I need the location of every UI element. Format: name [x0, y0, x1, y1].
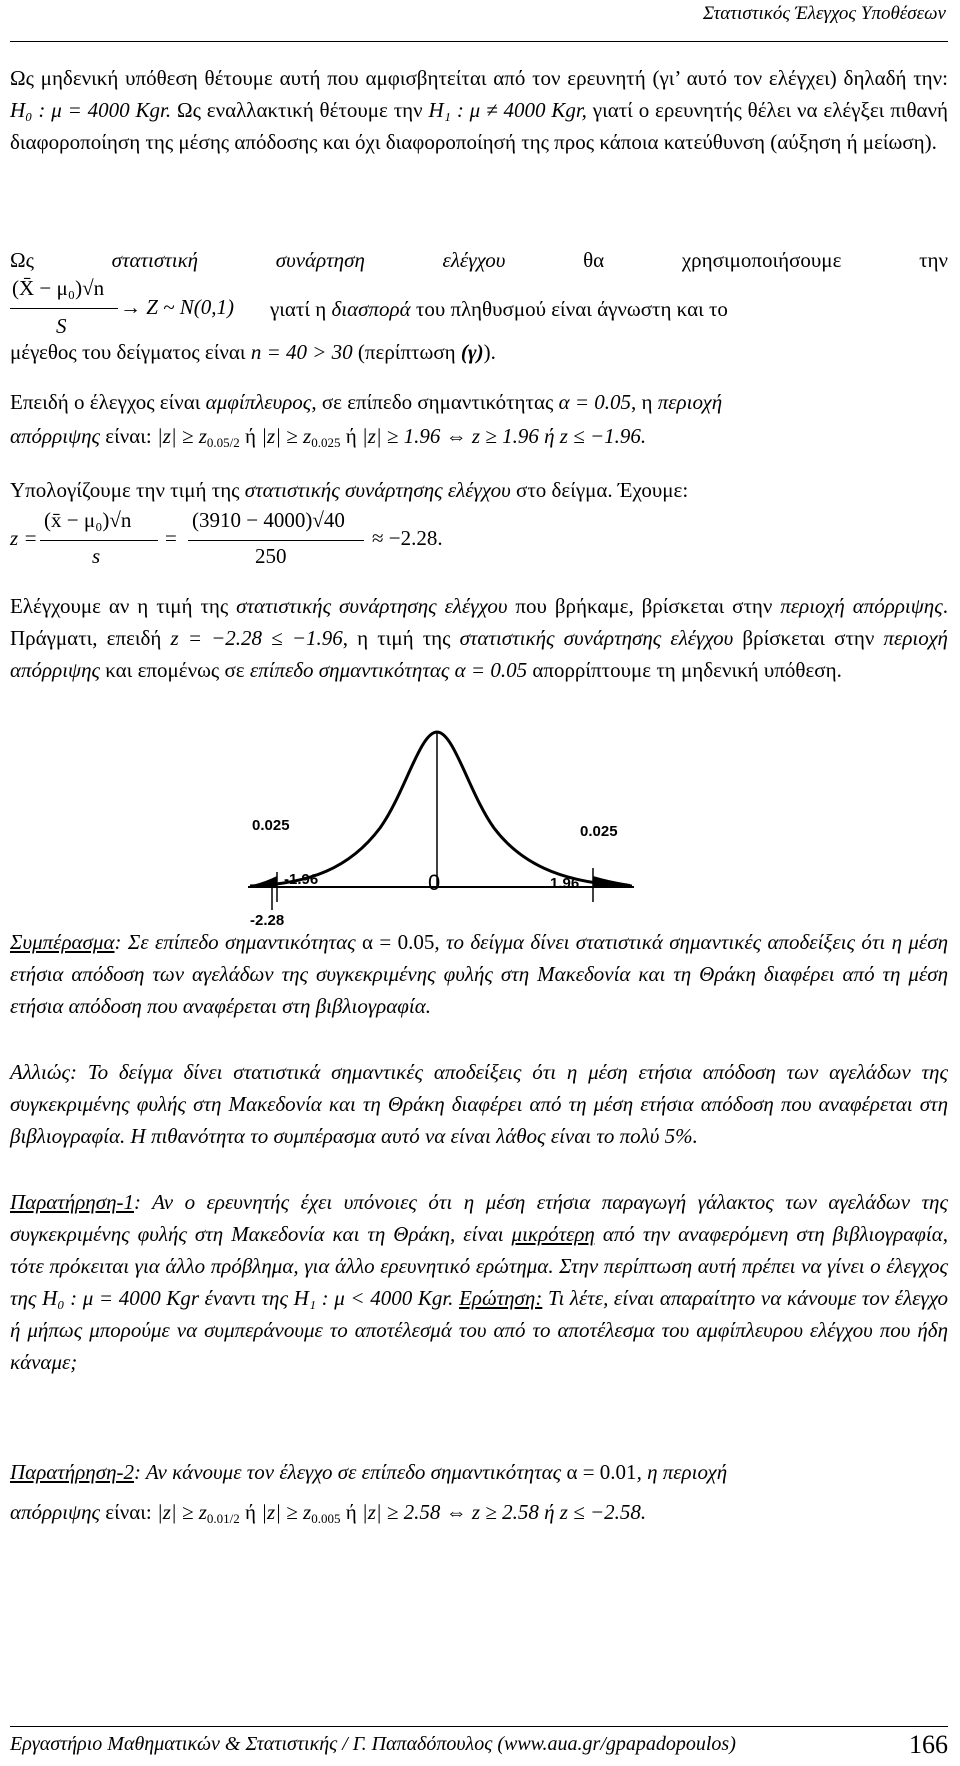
- text: ή: [340, 1500, 362, 1524]
- page-number: 166: [909, 1730, 948, 1759]
- center-label: 0: [428, 870, 441, 895]
- denominator-2: 250: [255, 544, 287, 568]
- alpha-value: α = 0.05: [361, 930, 435, 954]
- text: , η περιοχή: [636, 1460, 728, 1484]
- header-rule: [10, 41, 948, 42]
- text: , η τιμή της: [342, 626, 460, 650]
- text: ).: [483, 340, 496, 364]
- text: γιατί ο ερευνητής θέλει να ελέγξει πιθανή διαφοροποίηση της μέσης απόδοσης και όχι διαφοροποίησή της προς κάποια κατεύθυνση (αύξηση ή μείωση).: [10, 98, 948, 154]
- text: έναντι της: [199, 1286, 294, 1310]
- term-test-statistic: στατιστικής συνάρτησης ελέγχου: [244, 478, 511, 502]
- text: να κάνουμε τον έλεγχο ή μήπως μπορούμε να συμπεράνουμε το αποτέλεσμά του από το αποτέλεσμα του αμφίπλευρου ελέγχου που ήδη κάναμε;: [10, 1286, 949, 1374]
- fraction-bar: [40, 540, 158, 541]
- alpha-value: α = 0.01: [566, 1460, 637, 1484]
- running-header: Στατιστικός Έλεγχος Υποθέσεων: [702, 3, 946, 24]
- term-two-sided: αμφίπλευρος: [205, 390, 312, 414]
- subscript: 0.005: [311, 1511, 341, 1526]
- statistic-numerator: (X̄ − μ₀)√n: [12, 276, 105, 300]
- z-cond: |z| ≥ z: [156, 424, 207, 448]
- pos-crit-label: 1.96: [550, 875, 580, 892]
- alternative-hypothesis: H₁ : μ ≠ 4000 Kgr,: [428, 98, 587, 122]
- z-result: ≈ −2.28.: [372, 526, 443, 550]
- text: που βρήκαμε, βρίσκεται στην: [507, 594, 781, 618]
- statistic-reason: [270, 293, 948, 325]
- numerator-1: (x̄ − μ₀)√n: [44, 508, 132, 532]
- right-area-label: 0.025: [580, 823, 618, 840]
- text: στο δείγμα. Έχουμε:: [510, 478, 689, 502]
- compute-line: [10, 478, 688, 503]
- numerator-2: (3910 − 4000)√40: [192, 508, 345, 532]
- case-label: (γ): [460, 340, 484, 364]
- text: , το δείγμα δίνει στατιστικά σημαντικές αποδείξεις ότι η μέση ετήσια απόδοση των αγελάδων της συγκεκριμένης φυλής στη Μακεδονία και τη Θράκη διαφέρει από τη μέση ετήσια απόδοση που αναφέρεται στη βιβλιογραφία.: [10, 930, 948, 1018]
- text: Ως εναλλακτική θέτουμε την: [171, 98, 429, 122]
- remark-2-label: Παρατήρηση-2: [10, 1460, 134, 1484]
- text: . Πράγματι, επειδή: [10, 594, 948, 650]
- term-region: περιοχή: [657, 390, 723, 414]
- equals: =: [165, 526, 177, 550]
- text: Τι λέτε, είναι απαραίτητο: [542, 1286, 756, 1310]
- term-test-statistic: στατιστική συνάρτηση ελέγχου: [111, 248, 506, 272]
- term: στατιστικής συνάρτησης ελέγχου: [236, 594, 508, 618]
- term-variance: διασπορά: [331, 297, 411, 321]
- alpha-value: α = 0.05: [449, 658, 528, 682]
- text: θα χρησιμοποιήσουμε την: [505, 248, 948, 272]
- null-hypothesis: H₀ : μ = 4000 Kgr.: [10, 98, 172, 122]
- text: Επειδή ο έλεγχος είναι: [10, 390, 206, 414]
- subscript: 0.025: [311, 435, 341, 450]
- question-label: Ερώτηση:: [459, 1286, 543, 1310]
- distribution: → Z ~ N(0,1): [120, 295, 235, 319]
- subscript: 0.05/2: [206, 435, 240, 450]
- term: επίπεδο σημαντικότητας: [249, 658, 450, 682]
- text: : Αν κάνουμε τον έλεγχο σε επίπεδο σημαντικότητας: [134, 1460, 567, 1484]
- text: Ελέγχουμε αν η τιμή της: [10, 594, 237, 618]
- z-cond: |z| ≥ z: [156, 1500, 207, 1524]
- z-cond: |z| ≥ z: [261, 424, 312, 448]
- fraction-bar: [188, 540, 364, 541]
- term: στατιστικής συνάρτησης ελέγχου: [459, 626, 734, 650]
- text: , η: [631, 390, 658, 414]
- z-cond: |z| ≥ z: [261, 1500, 312, 1524]
- sample-size-line: [10, 340, 496, 365]
- emphasis-smaller: μικρότερη: [511, 1222, 595, 1246]
- text: : Σε επίπεδο σημαντικότητας: [114, 930, 362, 954]
- rejection-region-line-1: [10, 390, 722, 415]
- test-statistic-intro: [10, 244, 948, 276]
- bell-curve: [250, 732, 632, 886]
- z-label: z =: [10, 526, 38, 550]
- footer-text: Εργαστήριο Μαθηματικών & Στατιστικής / Γ. Παπαδόπουλος (www.aua.gr/gpapadopoulos): [10, 1733, 736, 1755]
- text: Ως: [10, 248, 112, 272]
- text: είναι:: [100, 424, 157, 448]
- null-hypothesis: H₀ : μ = 4000 Kgr: [42, 1286, 199, 1310]
- term: περιοχή απόρριψης: [780, 594, 943, 618]
- term-rejection: απόρριψης: [10, 424, 101, 448]
- remark-1-label: Παρατήρηση-1: [10, 1190, 134, 1214]
- denominator-1: s: [92, 544, 101, 568]
- remark-1: [10, 1186, 948, 1378]
- z-value-label: -2.28: [250, 912, 285, 929]
- text: απορρίπτουμε τη μηδενική υπόθεση.: [527, 658, 842, 682]
- alternative-hypothesis: H₁ : μ < 4000 Kgr.: [293, 1286, 454, 1310]
- text: : Αν ο ερευνητής έχει υπόνοιες ότι η μέση ετήσια παραγωγή γάλακτος των αγελάδων της συγκεκριμένης φυλής στη Μακεδονία και τη Θράκη, είναι: [10, 1190, 948, 1246]
- alternative-conclusion: Αλλιώς: Το δείγμα δίνει στατιστικά σημαντικές αποδείξεις ότι η μέση ετήσια απόδοση των αγελάδων της συγκεκριμένης φυλής στη Μακεδονία και τη Θράκη διαφέρει από τη μέση ετήσια απόδοση που αναφέρεται στη βιβλιογραφία. Η πιθανότητα το συμπέρασμα αυτό να είναι λάθος είναι το πολύ 5%.: [10, 1060, 948, 1148]
- conclusion-paragraph: [10, 926, 948, 1022]
- text: (περίπτωση: [352, 340, 461, 364]
- alpha-value: α = 0.05: [558, 390, 632, 414]
- sample-size: n = 40 > 30: [250, 340, 353, 364]
- text: και επομένως σε: [100, 658, 250, 682]
- hypotheses-paragraph: [10, 62, 948, 158]
- text: ή: [340, 424, 362, 448]
- text: , σε επίπεδο σημαντικότητας: [311, 390, 559, 414]
- neg-crit-label: -1.96: [284, 871, 319, 888]
- rejection-region-line-2: [10, 424, 646, 451]
- footer-rule: [10, 1726, 948, 1727]
- remark-2-line-1: [10, 1460, 727, 1485]
- conclusion-label: Συμπέρασμα: [10, 930, 115, 954]
- statistic-denominator: S: [56, 314, 67, 338]
- text: Υπολογίζουμε την τιμή της: [10, 478, 245, 502]
- term: περιοχή απόρριψης: [10, 626, 948, 682]
- normal-curve-figure: [240, 718, 710, 932]
- term-rejection: απόρριψης: [10, 1500, 101, 1524]
- critical-values: |z| ≥ 2.58 ⇔ z ≥ 2.58 ή z ≤ −2.58.: [361, 1500, 647, 1524]
- critical-values: |z| ≥ 1.96 ⇔ z ≥ 1.96 ή z ≤ −1.96.: [361, 424, 647, 448]
- text: μέγεθος του δείγματος είναι: [10, 340, 251, 364]
- text: ή: [239, 1500, 262, 1524]
- text: ή: [239, 424, 262, 448]
- remark-2-line-2: [10, 1500, 646, 1527]
- text: είναι:: [100, 1500, 157, 1524]
- text: του πληθυσμού είναι άγνωστη και το: [410, 297, 728, 321]
- text: Ως μηδενική υπόθεση θέτουμε αυτή που αμφισβητείται από τον ερευνητή (γι’ αυτό τον ελέγχει) δηλαδή την:: [10, 66, 948, 90]
- decision-paragraph: [10, 590, 948, 686]
- subscript: 0.01/2: [206, 1511, 240, 1526]
- text: βρίσκεται στην: [733, 626, 884, 650]
- text: γιατί η: [270, 297, 332, 321]
- fraction-bar: [10, 308, 118, 309]
- text: από την αναφερόμενη στη βιβλιογραφία, τότε πρόκειται για άλλο πρόβλημα, για άλλο ερευνητικό ερώτημα. Στην περίπτωση αυτή πρέπει να γίνει ο έλεγχος της: [10, 1222, 948, 1310]
- comparison: z = −2.28 ≤ −1.96: [170, 626, 343, 650]
- left-area-label: 0.025: [252, 817, 290, 834]
